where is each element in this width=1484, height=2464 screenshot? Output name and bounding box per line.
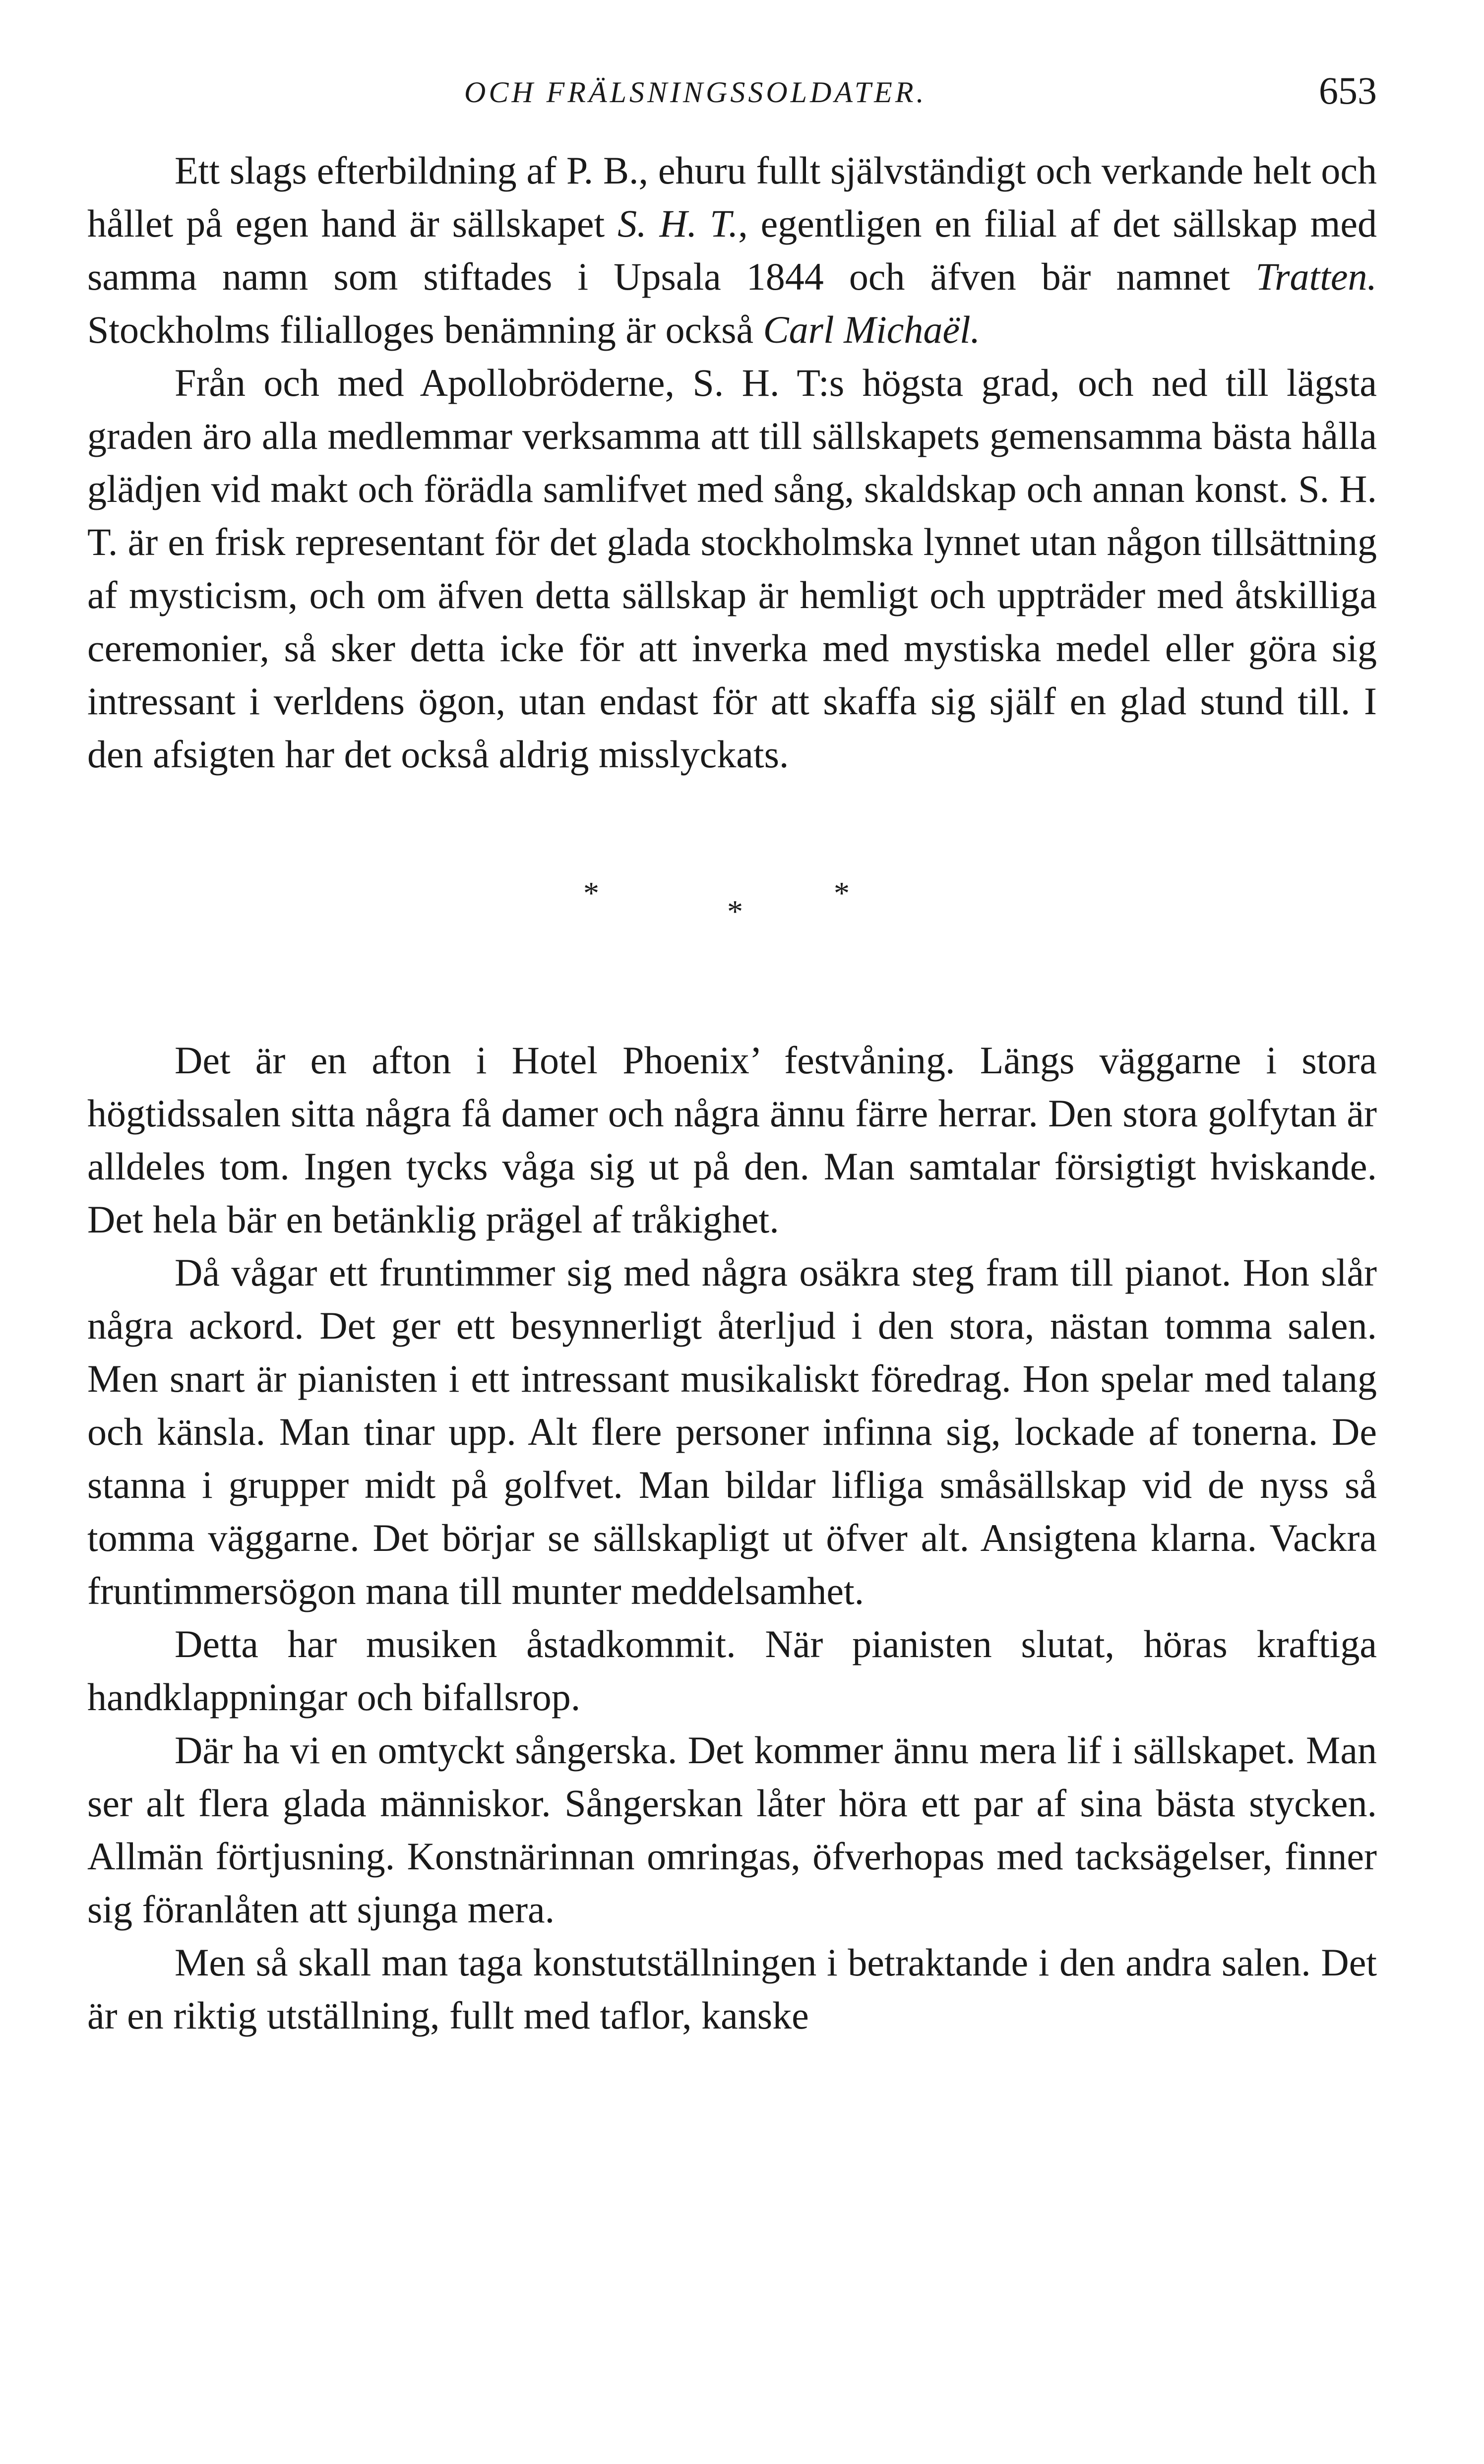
paragraph-singer: Där ha vi en omtyckt sångerska. Det kommer ännu mera lif i sällskapet. Man ser alt flera glada människor. Sångerskan låter höra ett par af sina bästa stycken. Allmän förtjusning. Konstnärinnan omringas, öfverhopas med tacksägelser, finner sig föranlåten att sjunga mera.	[87, 1728, 1377, 1931]
italic-name-tratten: Tratten.	[1255, 255, 1377, 298]
paragraph-exhibition: Men så skall man taga konstutställningen i betraktande i den andra salen. Det är en riktig utställning, fullt med taflor, kanske	[87, 1941, 1377, 2037]
page-number: 653	[1319, 69, 1377, 112]
text-segment: , egentligen en filial af det sällskap med samma namn som stiftades i Upsala 1844 och äfven bär namnet	[87, 202, 1377, 298]
divider-star-right: *	[834, 875, 850, 911]
divider-star-center: *	[727, 894, 743, 929]
paragraph-applause: Detta har musiken åstadkommit. När pianisten slutat, höras kraftiga handklappningar och bifallsrop.	[87, 1622, 1377, 1719]
running-head: OCH FRÄLSNINGSSOLDATER.	[464, 76, 927, 109]
paragraph-sht-description: Från och med Apollobröderne, S. H. T:s högsta grad, och ned till lägsta graden äro alla medlemmar verksamma att till sällskapets gemensamma bästa hålla glädjen vid makt och förädla samlifvet med sång, skaldskap och annan konst. S. H. T. är en frisk representant för det glada stockholmska lynnet utan någon tillsättning af mysticism, och om äfven detta sällskap är hemligt och uppträder med åtskilliga ceremonier, så sker detta icke för att inverka med mystiska medel eller göra sig intressant i verldens ögon, utan endast för att skaffa sig själf en glad stund till. I den afsigten har det också aldrig misslyckats.	[87, 361, 1377, 776]
text-segment: Ett slags efterbildning af P. B., ehuru fullt självständigt och verkande helt och hållet på egen hand är sällskapet	[87, 149, 1377, 245]
divider-star-left: *	[583, 875, 599, 911]
text-segment: Stockholms filialloges benämning är också	[87, 308, 763, 351]
section-divider	[87, 781, 1377, 1034]
page-header	[87, 68, 1377, 123]
italic-society-abbrev: S. H. T.	[618, 202, 739, 245]
italic-name-carl-michael: Carl Michaël.	[763, 308, 981, 351]
paragraph-sht-intro	[87, 144, 1377, 356]
paragraph-pianist: Då vågar ett fruntimmer sig med några osäkra steg fram till pianot. Hon slår några ackord. Det ger ett besynnerligt återljud i den stora, nästan tomma salen. Men snart är pianisten i ett intressant musikaliskt föredrag. Hon spelar med talang och känsla. Man tinar upp. Alt flere personer infinna sig, lockade af tonerna. De stanna i grupper midt på golfvet. Man bildar lifliga småsällskap vid de nyss så tomma väggarne. Det börjar se sällskapligt ut öfver alt. Ansigtena klarna. Vackra fruntimmersögon mana till munter meddelsamhet.	[87, 1251, 1377, 1612]
paragraph-evening-phoenix: Det är en afton i Hotel Phoenix’ festvåning. Längs väggarne i stora högtidssalen sitta några få damer och några ännu färre herrar. Den stora golfytan är alldeles tom. Ingen tycks våga sig ut på den. Man samtalar försigtigt hviskande. Det hela bär en betänklig prägel af tråkighet.	[87, 1039, 1377, 1241]
body-text	[87, 144, 1377, 2042]
